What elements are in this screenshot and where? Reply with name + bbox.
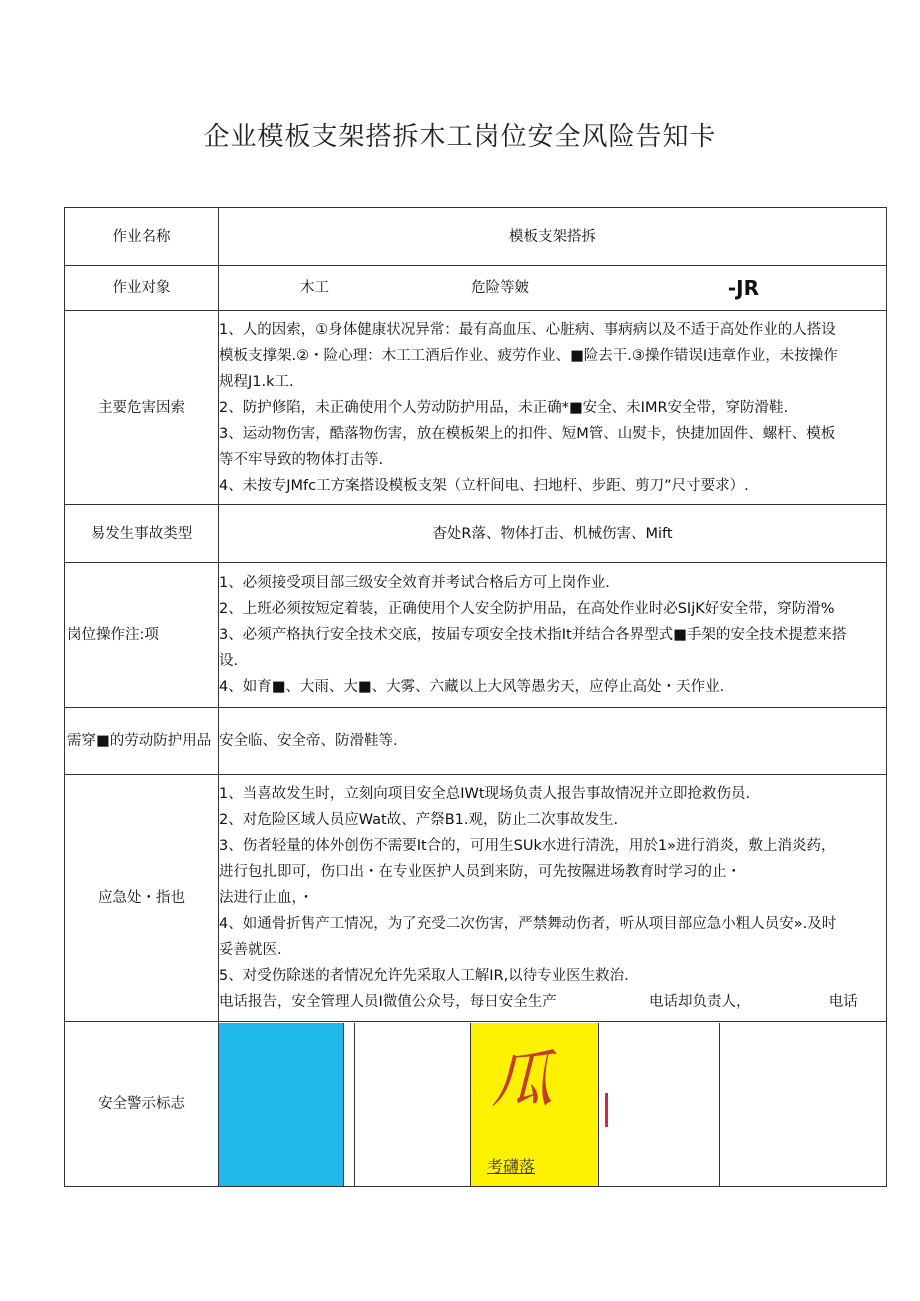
job-object-cell <box>219 266 887 311</box>
operation-notes-content <box>219 563 887 708</box>
risk-card-table <box>64 207 887 1187</box>
main-hazards-label: 主要危害因索 <box>65 311 219 505</box>
emergency-line: 1、当喜故发生时，立刻向项目安全总IWt现场负责人报告事故情况并立即抢救伤员. <box>219 786 751 802</box>
prohibition-sign-image <box>599 1023 720 1186</box>
row-job-object <box>65 266 887 311</box>
emergency-line: 法进行止血，・ <box>219 890 314 906</box>
hazard-line: 2、防护修陷，未正确使用个人劳动防护用品，未正确*■安全、未IMR安全带，穿防滑鞋. <box>219 399 789 416</box>
hazard-line: 等不牢导致的物体打击等. <box>219 451 384 468</box>
hazard-line: 规程J1.k工. <box>219 373 294 390</box>
job-name-label: 作业名称 <box>65 208 219 266</box>
row-main-hazards <box>65 311 887 505</box>
blank-sign-image <box>720 1023 884 1186</box>
row-operation-notes <box>65 563 887 708</box>
job-object-value: 木工 <box>300 280 329 296</box>
sign-spacer <box>344 1023 355 1186</box>
blue-sign-image <box>219 1023 344 1186</box>
row-ppe <box>65 708 887 775</box>
fall-warning-glyph-icon: 瓜 <box>491 1042 554 1116</box>
emergency-line: 4、如通骨折售产工情况，为了充受二次伤害，严禁舞动伤者，听从项目部应急小粗人员安».及时 <box>219 916 837 932</box>
fall-warning-sign <box>471 1023 599 1186</box>
risk-level-value: -JR <box>727 276 759 300</box>
signs-cell <box>219 1022 887 1187</box>
risk-level-label: 危险等皴 <box>471 280 529 296</box>
emergency-line: 2、对危险区域人员应Wat故、产祭B1.观，防止二次事故发生. <box>219 812 619 828</box>
emergency-line: 妥善就医. <box>219 942 282 958</box>
job-name-value: 模板支架搭拆 <box>219 208 887 266</box>
note-line: 设. <box>219 653 239 669</box>
operation-notes-label: 岗位操作注:项 <box>65 563 219 708</box>
signs-strip <box>219 1023 886 1186</box>
note-line: 1、必须接受项目部三级安全效育并考试合格后方可上岗作业. <box>219 575 610 591</box>
accident-types-value: 杳处R落、物体打击、机械伤害、Mift <box>219 505 887 563</box>
hazard-line: 3、运动物伤害，酷落物伤害，放在模板架上的扣件、短M管、山熨卡，快捷加固件、螺杆、模板 <box>219 425 836 442</box>
hazard-line: 模板支撑架.②・险心理：木工工酒后作业、疲劳作业、■险去干.③操作错误I违章作业，未按操作 <box>219 347 838 364</box>
blank-sign-image <box>355 1023 471 1186</box>
row-signs <box>65 1022 887 1187</box>
ppe-value: 安全临、安全帝、防滑鞋等. <box>219 708 887 775</box>
note-line: 4、如育■、大雨、大■、大雾、六藏以上大风等愚劣天，应停止高处・天作业. <box>219 679 725 695</box>
page-title: 企业模板支架搭拆木工岗位安全风险告知卡 <box>203 122 717 152</box>
ppe-label: 需穿■的劳动防护用品 <box>65 708 219 775</box>
fall-warning-caption: 考礴落 <box>487 1156 536 1176</box>
note-line: 3、必须产格执行安全技术交底，按届专项安全技术指It并结合各界型式■手架的安全技术提惹来搭 <box>219 627 847 643</box>
emergency-line: 进行包扎即可，伤口出・在专业医护人员到来防，可先按隰进场教育时学习的止・ <box>219 864 741 880</box>
emergency-label: 应急处・指也 <box>65 775 219 1022</box>
row-emergency <box>65 775 887 1022</box>
emergency-line: 5、对受伤除迷的者情况允许先采取人工解IR,以待专业医生救治. <box>219 968 629 984</box>
red-bar-icon <box>605 1093 608 1127</box>
hazard-line: 1、人的因索，①身体健康状况异常：最有高血压、心脏病、事病病以及不适于高处作业的人搭设 <box>219 321 836 338</box>
emergency-line: 电话报告，安全管理人员I微值公众号，每日安全生产 电话却负责人， 电话 <box>219 994 858 1010</box>
job-object-label: 作业对象 <box>65 266 219 311</box>
accident-types-label: 易发生事故类型 <box>65 505 219 563</box>
row-accident-types <box>65 505 887 563</box>
signs-label: 安全警示标志 <box>65 1022 219 1187</box>
main-hazards-content <box>219 311 887 505</box>
emergency-line: 3、伤者轻量的体外创伤不需要It合的，可用生SUk水进行清洗，用於1»进行消炎，敷上消炎药， <box>219 838 836 854</box>
emergency-content <box>219 775 887 1022</box>
row-job-name <box>65 208 887 266</box>
note-line: 2、上班必须按短定着装，正确使用个人安全防护用品，在高处作业时必SIjK好安全带，穿防滑% <box>219 601 835 617</box>
hazard-line: 4、未按专JMfc工方案搭设模板支架（立杆间电、扫地杆、步距、剪刀”尺寸要求）. <box>219 477 749 494</box>
